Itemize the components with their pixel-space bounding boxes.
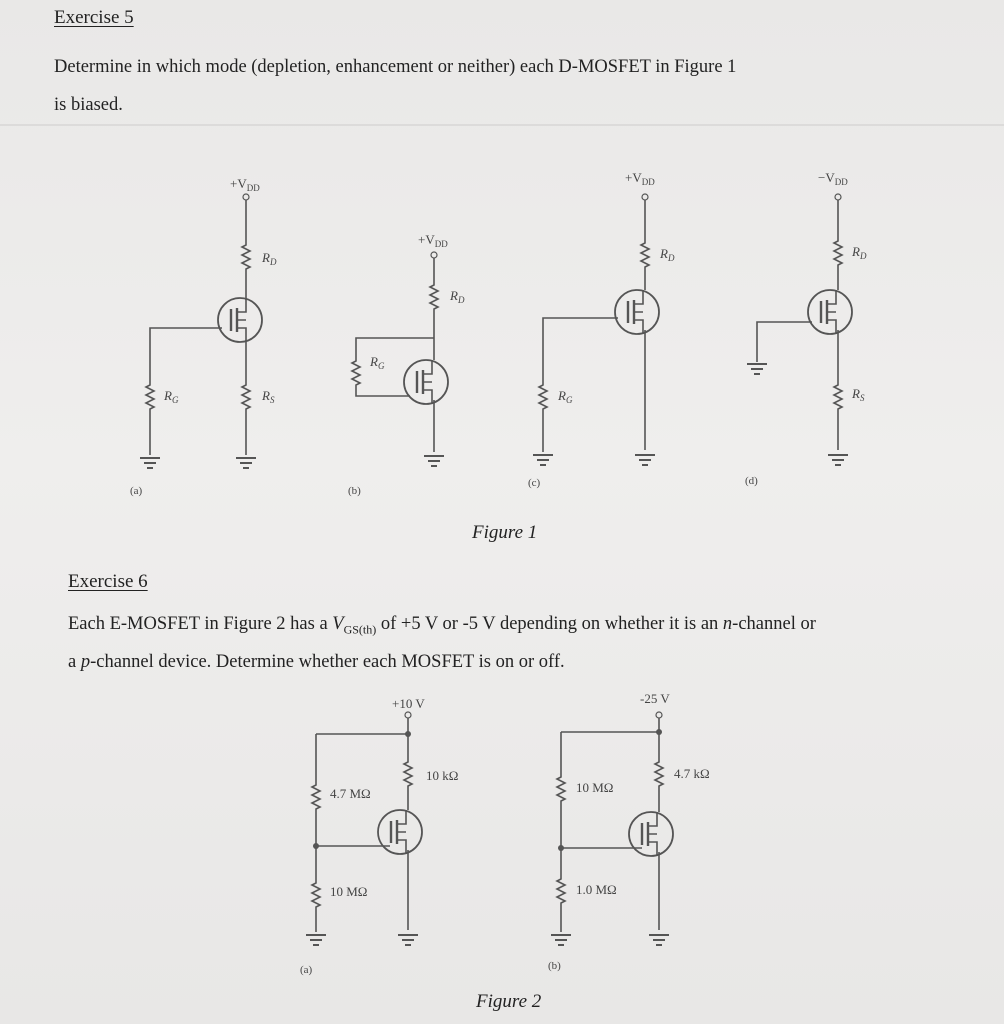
- supply-label-2a: +10 V: [392, 696, 425, 711]
- text-segment: Each E-MOSFET in Figure 2 has a: [68, 614, 333, 634]
- exercise6-heading: Exercise 6: [68, 571, 148, 592]
- drain-resistor-label: 4.7 kΩ: [674, 766, 710, 781]
- gate-top-resistor: [557, 772, 565, 804]
- rs-label: $R_S$: [262, 388, 275, 405]
- rd-label: $R_D$: [450, 288, 465, 305]
- circuit-2a: [300, 696, 458, 976]
- drain-resistor-label: 10 kΩ: [426, 768, 459, 783]
- vgs-symbol: V: [332, 614, 344, 634]
- ground-icon: [551, 935, 571, 945]
- ground-icon: [649, 935, 669, 945]
- n-letter: n: [722, 614, 733, 634]
- gate-bottom-resistor: [557, 874, 565, 906]
- rs-resistor: [834, 380, 842, 412]
- vgs-subscript: GS(th): [343, 622, 377, 637]
- rd-label: $R_D$: [262, 250, 277, 267]
- ground-icon: [747, 364, 767, 374]
- ground-icon: [533, 455, 553, 465]
- rd-resistor: [430, 280, 438, 312]
- circuit-label-1d: (d): [745, 475, 758, 487]
- gate-bottom-resistor: [312, 878, 320, 910]
- gate-bottom-resistor-label: 1.0 MΩ: [576, 882, 617, 897]
- gate-top-resistor-label: 10 MΩ: [576, 780, 614, 795]
- circuit-1c: [528, 170, 675, 489]
- circuit-1a: [130, 176, 277, 497]
- text-segment: -channel or: [732, 614, 816, 634]
- circuit-label-2b: (b): [548, 960, 561, 972]
- rs-label: $R_S$: [852, 386, 865, 403]
- circuit-label-2a: (a): [300, 964, 313, 976]
- ground-icon: [306, 935, 326, 945]
- mosfet-icon: [629, 812, 673, 856]
- rg-resistor: [539, 380, 547, 412]
- ground-icon: [828, 455, 848, 465]
- circuit-2b: [548, 691, 710, 972]
- exercise5-heading: Exercise 5: [54, 7, 134, 28]
- gate-bottom-resistor-label: 10 MΩ: [330, 884, 368, 899]
- gate-top-resistor: [312, 780, 320, 812]
- mosfet-icon: [218, 298, 262, 342]
- supply-label-1b: $+V_{DD}$: [418, 232, 448, 249]
- figure1-caption: Figure 1: [472, 522, 538, 543]
- rd-label: $R_D$: [852, 244, 867, 261]
- drain-resistor: [404, 757, 412, 789]
- p-letter: p: [80, 652, 91, 672]
- rs-resistor: [242, 380, 250, 412]
- gate-top-resistor-label: 4.7 MΩ: [330, 786, 371, 801]
- text-segment: -channel device. Determine whether each MOSFET is on or off.: [90, 652, 565, 672]
- exercise5-text-line1: Determine in which mode (depletion, enhancement or neither) each D-MOSFET in Figure 1: [54, 57, 737, 77]
- circuit-label-1c: (c): [528, 477, 541, 489]
- rd-resistor: [242, 240, 250, 272]
- rg-label: $R_G$: [370, 354, 385, 371]
- mosfet-icon: [615, 290, 659, 334]
- text-segment: of +5 V or -5 V depending on whether it is an: [376, 614, 723, 634]
- circuit-label-1b: (b): [348, 485, 361, 497]
- rd-resistor: [641, 238, 649, 270]
- rd-label: $R_D$: [660, 246, 675, 263]
- supply-label-1c: $+V_{DD}$: [625, 170, 655, 187]
- circuit-label-1a: (a): [130, 485, 143, 497]
- ground-icon: [398, 935, 418, 945]
- mosfet-icon: [808, 290, 852, 334]
- rg-label: $R_G$: [558, 388, 573, 405]
- supply-label-1d: $-V_{DD}$: [818, 170, 848, 187]
- ground-icon: [140, 458, 160, 468]
- text-segment: a: [68, 652, 81, 672]
- figure2-caption: Figure 2: [476, 991, 542, 1012]
- exercise5-text-line2: is biased.: [54, 95, 123, 115]
- rd-resistor: [834, 236, 842, 268]
- ground-icon: [635, 455, 655, 465]
- circuit-1d: [745, 170, 867, 487]
- drain-resistor: [655, 757, 663, 789]
- supply-label-1a: $+V_{DD}$: [230, 176, 260, 193]
- rg-label: $R_G$: [164, 388, 179, 405]
- rg-resistor: [146, 380, 154, 412]
- supply-label-2b: -25 V: [640, 691, 670, 706]
- ground-icon: [236, 458, 256, 468]
- rg-resistor: [352, 356, 360, 388]
- ground-icon: [424, 456, 444, 466]
- circuit-1b: [348, 232, 465, 497]
- mosfet-icon: [378, 810, 422, 854]
- mosfet-icon: [404, 360, 448, 404]
